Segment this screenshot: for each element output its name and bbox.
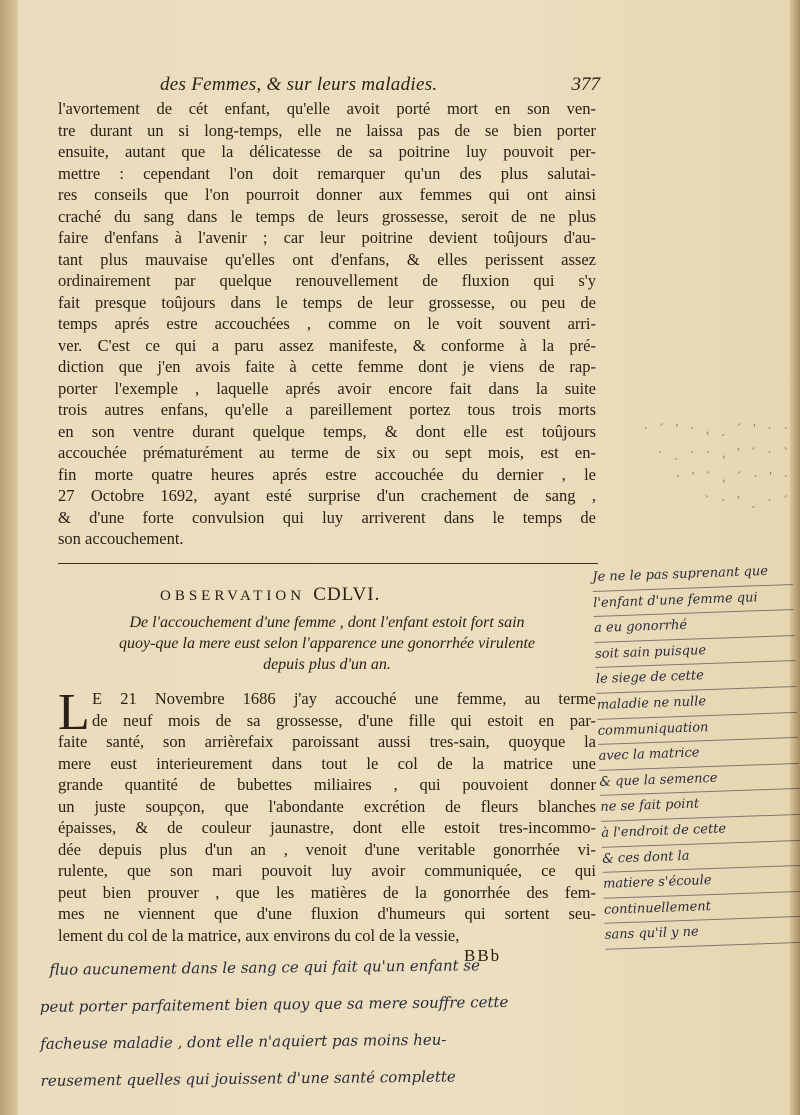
text-line: diction que j'en avois faite à cette femme dont je viens de rap-	[58, 357, 596, 376]
text-line: porter l'exemple , laquelle aprés avoir encore fait dans la suite	[58, 378, 596, 398]
text-line: fait presque toûjours dans le temps de leur grossesse, ou peu de	[58, 292, 596, 312]
text-line: l'avortement de cét enfant, qu'elle avoit porté mort en son ven-	[58, 99, 596, 118]
handwritten-line: a eu gonorrhé	[594, 610, 795, 643]
text-line: accouchée prématurément au terme de six ou sept mois, est en-	[58, 443, 596, 462]
handwritten-line: continuellement	[604, 892, 800, 925]
handwritten-line: facheuse maladie , dont elle n'aquiert pas moins heu-	[40, 1030, 447, 1053]
observation-number: CDLVI.	[313, 584, 381, 605]
handwritten-line: fluo aucunement dans le sang ce qui fait qu'un enfant se	[49, 956, 481, 979]
text-line: mes ne viennent que d'une fluxion d'humeurs qui sortent seu-	[58, 904, 596, 923]
text-line: temps aprés estre accouchées , comme on le voit souvent arri-	[58, 314, 596, 333]
subtitle-line: De l'accouchement d'une femme , dont l'enfant estoit fort sain	[129, 614, 525, 631]
text-line: épaisses, & de couleur jaunastre, dont elle estoit tres-incommo-	[58, 818, 596, 837]
text-line: ordinairement par quelque renouvellement de fluxion qui s'y	[58, 271, 596, 290]
running-title: des Femmes, & sur leurs maladies.	[160, 74, 438, 95]
text-line: fin morte quatre heures aprés estre accouchée du dernier , le	[58, 464, 596, 484]
handwritten-line: & que la semence	[599, 764, 800, 797]
signature-mark: BBb	[464, 946, 502, 965]
text-line: en son ventre durant quelque temps, & dont elle est toûjours	[58, 421, 596, 441]
text-line: dée depuis plus d'un an , venoit d'une veritable gonorrhée vi-	[58, 839, 596, 859]
handwritten-line: sans qu'il y ne	[605, 917, 800, 950]
handwritten-line: communiquation	[597, 712, 798, 745]
text-line: tant plus mauvaise qu'elles ont d'enfans, & elles perissent assez	[58, 249, 596, 269]
text-line: & d'une forte convulsion qui luy arriverent dans le temps de	[58, 507, 596, 527]
text-line: mettre : cependant l'on doit remarquer qu'un des plus salutai-	[58, 163, 596, 183]
handwritten-line: avec la matrice	[598, 738, 799, 771]
handwritten-line: & ces dont la	[602, 840, 800, 873]
text-line: trois autres enfans, qu'elle a pareillement portez tous trois morts	[58, 400, 596, 419]
handwritten-line: Je ne le pas suprenant que	[592, 559, 793, 592]
section-rule	[58, 563, 598, 564]
handwritten-bottom-note	[39, 944, 781, 1100]
body-paragraph	[58, 98, 596, 550]
page-gutter	[0, 0, 18, 1115]
observation-subtitle	[62, 612, 592, 675]
handwritten-line: l'enfant d'une femme qui	[593, 585, 794, 618]
text-line: faite santé, son arrièrefaix paroissant aussi tres-sain, quoyque la	[58, 732, 596, 751]
handwritten-margin-note	[592, 559, 800, 950]
text-line: mere eust interieurement dans tout le col de la matrice une	[58, 753, 596, 773]
handwritten-line: le siege de cette	[596, 661, 797, 694]
handwritten-line: à l'endroit de cette	[601, 815, 800, 848]
text-line: ensuite, autant que la délicatesse de sa poitrine luy pouvoit per-	[58, 142, 596, 161]
text-line: ver. C'est ce qui a paru assez manifeste, & conforme à la pré-	[58, 335, 596, 355]
handwritten-line: ne se fait point	[600, 789, 800, 822]
handwritten-line: maladie ne nulle	[596, 687, 797, 720]
handwritten-line: reusement quelles qui jouissent d'une santé complette	[40, 1067, 456, 1090]
page-header	[160, 74, 600, 100]
text-line: tre durant un si long-temps, elle ne laissa pas de se bien porter	[58, 120, 596, 140]
page-edge	[790, 0, 800, 1115]
text-line: rulente, que son mari pouvoit luy avoir communiquée, ce qui	[58, 861, 596, 880]
observation-label: OBSERVATION	[160, 588, 306, 604]
drop-cap: L	[58, 684, 90, 741]
text-line: peut bien prouver , que les matières de la gonorrhée des fem-	[58, 882, 596, 902]
text-line: faire d'enfans à l'avenir ; car leur poitrine devient toûjours d'au-	[58, 228, 596, 247]
observation-heading	[160, 584, 380, 606]
text-line: res conseils que l'on pourroit donner aux femmes qui ont ainsi	[58, 185, 596, 204]
text-line: lement du col de la matrice, aux environs du col de la vessie,	[58, 925, 460, 945]
text-line: craché du sang dans le temps de leurs grossesse, seroit de ne plus	[58, 206, 596, 226]
text-line: un juste soupçon, que l'abondante excrétion de fleurs blanches	[58, 796, 596, 816]
text-line: E 21 Novembre 1686 j'ay accouché une femme, au terme	[92, 689, 596, 708]
text-line: grande quantité de bubettes miliaires , qui pouvoient donner	[58, 775, 596, 794]
text-line: 27 Octobre 1692, ayant esté surprise d'un crachement de sang ,	[58, 486, 596, 505]
subtitle-line: quoy-que la mere eust selon l'apparence une gonorrhée virulente	[118, 635, 536, 652]
page-number: 377	[571, 74, 600, 95]
text-line: de neuf mois de sa grossesse, d'une fille qui estoit en par-	[92, 710, 596, 730]
bleed-through-ink: · · ' ˋ ˎ , · ' ˋ · ˊ · ˋ ' , · · ˎ · · ' · ˋ , ˊ ' · ˋ · ˎ ' · ˊ	[639, 422, 788, 509]
handwritten-line: peut porter parfaitement bien quoy que sa mere souffre cette	[39, 992, 509, 1016]
handwritten-line: soit sain puisque	[595, 636, 796, 669]
subtitle-line: depuis plus d'un an.	[263, 656, 391, 673]
observation-paragraph	[58, 684, 596, 946]
handwritten-line: matiere s'écoule	[603, 866, 800, 899]
text-line: son accouchement.	[58, 529, 184, 548]
